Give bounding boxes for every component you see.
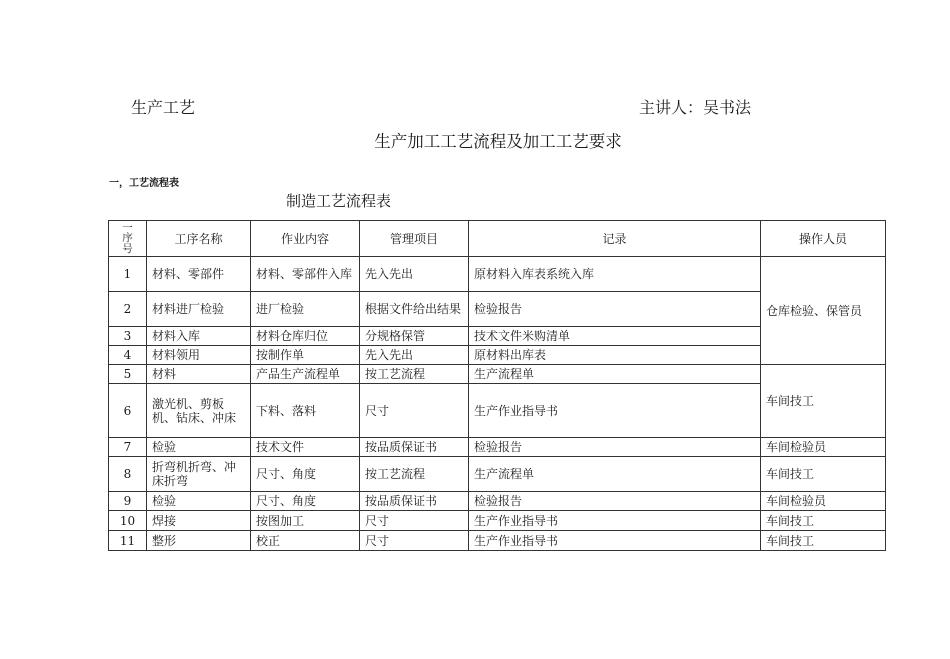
cell-name: 折弯机折弯、冲床折弯 xyxy=(147,457,251,492)
cell-seq: 9 xyxy=(109,492,147,511)
cell-record: 生产作业指导书 xyxy=(469,511,761,531)
cell-content: 按图加工 xyxy=(251,511,360,531)
cell-mgmt: 按品质保证书 xyxy=(360,438,469,457)
cell-content: 材料仓库归位 xyxy=(251,327,360,346)
cell-content: 校正 xyxy=(251,531,360,551)
cell-record: 生产作业指导书 xyxy=(469,531,761,551)
cell-seq: 6 xyxy=(109,384,147,438)
cell-mgmt: 按工艺流程 xyxy=(360,457,469,492)
process-flow-table xyxy=(108,220,886,551)
cell-record: 检验报告 xyxy=(469,438,761,457)
cell-record: 原材料入库表系统入库 xyxy=(469,257,761,292)
cell-name: 整形 xyxy=(147,531,251,551)
cell-mgmt: 尺寸 xyxy=(360,511,469,531)
header-operator: 操作人员 xyxy=(761,221,886,257)
cell-seq: 10 xyxy=(109,511,147,531)
cell-mgmt: 按工艺流程 xyxy=(360,365,469,384)
cell-operator: 车间技工 xyxy=(761,457,886,492)
cell-content: 按制作单 xyxy=(251,346,360,365)
cell-seq: 2 xyxy=(109,292,147,327)
cell-record: 生产作业指导书 xyxy=(469,384,761,438)
cell-name: 检验 xyxy=(147,438,251,457)
cell-mgmt: 先入先出 xyxy=(360,257,469,292)
header-lecturer: 主讲人：吴书法 xyxy=(639,98,752,117)
header-content: 作业内容 xyxy=(251,221,360,257)
cell-operator-group: 仓库检验、保管员 xyxy=(761,257,886,365)
table-row xyxy=(109,365,886,384)
table-row xyxy=(109,531,886,551)
cell-operator-group: 车间技工 xyxy=(761,365,886,438)
cell-seq: 5 xyxy=(109,365,147,384)
table-row xyxy=(109,511,886,531)
cell-content: 技术文件 xyxy=(251,438,360,457)
cell-operator: 车间检验员 xyxy=(761,438,886,457)
cell-content: 尺寸、角度 xyxy=(251,457,360,492)
cell-content: 产品生产流程单 xyxy=(251,365,360,384)
table-header-row xyxy=(109,221,886,257)
cell-mgmt: 分规格保管 xyxy=(360,327,469,346)
cell-record: 生产流程单 xyxy=(469,365,761,384)
cell-name: 材料入库 xyxy=(147,327,251,346)
cell-mgmt: 尺寸 xyxy=(360,531,469,551)
header-seq: 一 序 号 xyxy=(109,221,147,257)
table-row xyxy=(109,257,886,292)
cell-mgmt: 根据文件给出结果 xyxy=(360,292,469,327)
document-title: 生产加工工艺流程及加工工艺要求 xyxy=(374,132,622,151)
cell-operator: 车间技工 xyxy=(761,531,886,551)
cell-seq: 4 xyxy=(109,346,147,365)
cell-operator: 车间检验员 xyxy=(761,492,886,511)
cell-record: 检验报告 xyxy=(469,292,761,327)
cell-record: 原材料出库表 xyxy=(469,346,761,365)
cell-seq: 11 xyxy=(109,531,147,551)
cell-seq: 1 xyxy=(109,257,147,292)
header-topic: 生产工艺 xyxy=(131,98,196,117)
cell-name: 检验 xyxy=(147,492,251,511)
cell-name: 焊接 xyxy=(147,511,251,531)
header-name: 工序名称 xyxy=(147,221,251,257)
cell-content: 材料、零部件入库 xyxy=(251,257,360,292)
cell-mgmt: 按品质保证书 xyxy=(360,492,469,511)
cell-record: 检验报告 xyxy=(469,492,761,511)
cell-content: 下料、落料 xyxy=(251,384,360,438)
cell-mgmt: 尺寸 xyxy=(360,384,469,438)
cell-record: 生产流程单 xyxy=(469,457,761,492)
cell-name: 材料领用 xyxy=(147,346,251,365)
cell-name: 激光机、剪板机、钻床、冲床 xyxy=(147,384,251,438)
cell-content: 进厂检验 xyxy=(251,292,360,327)
section-heading: 一，工艺流程表 xyxy=(109,178,179,189)
cell-record: 技术文件米购清单 xyxy=(469,327,761,346)
table-title: 制造工艺流程表 xyxy=(286,192,392,210)
cell-mgmt: 先入先出 xyxy=(360,346,469,365)
cell-content: 尺寸、角度 xyxy=(251,492,360,511)
cell-name: 材料 xyxy=(147,365,251,384)
cell-operator: 车间技工 xyxy=(761,511,886,531)
cell-name: 材料进厂检验 xyxy=(147,292,251,327)
cell-name: 材料、零部件 xyxy=(147,257,251,292)
table-row xyxy=(109,457,886,492)
table-row xyxy=(109,438,886,457)
header-mgmt: 管理项目 xyxy=(360,221,469,257)
header-record: 记录 xyxy=(469,221,761,257)
cell-seq: 7 xyxy=(109,438,147,457)
cell-seq: 3 xyxy=(109,327,147,346)
cell-seq: 8 xyxy=(109,457,147,492)
table-row xyxy=(109,492,886,511)
